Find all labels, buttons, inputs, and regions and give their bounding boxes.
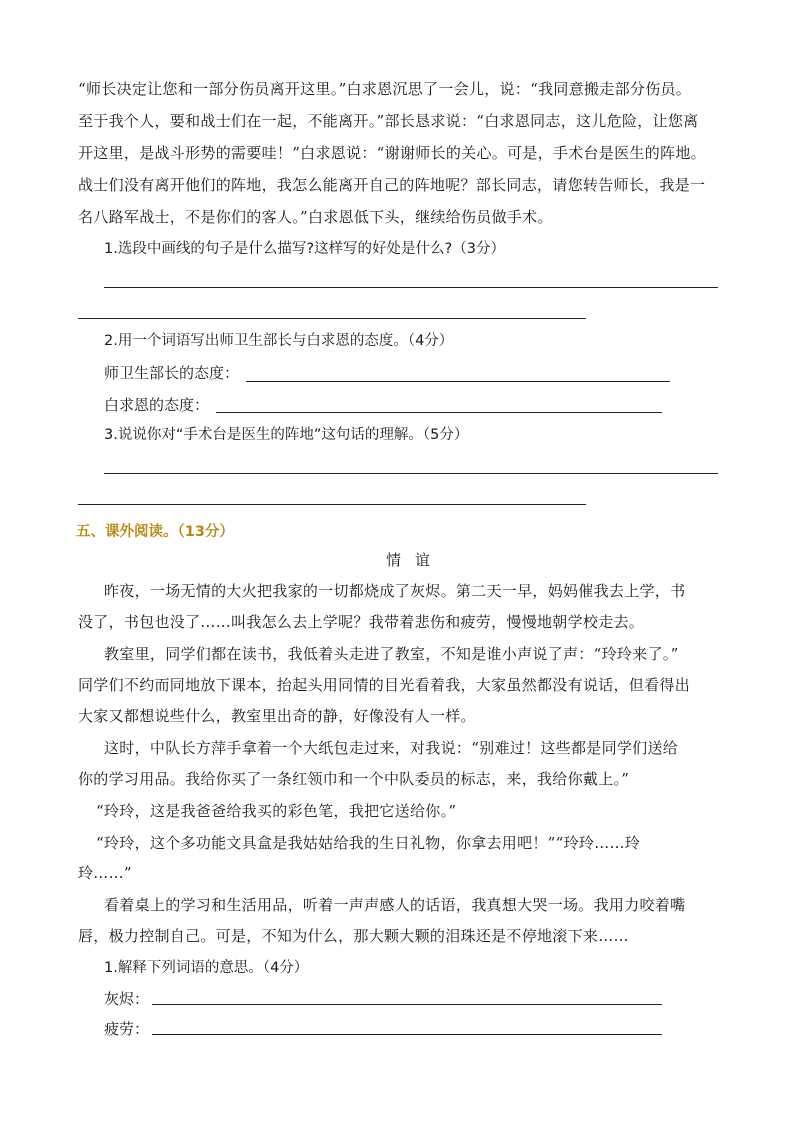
passage-line: “玲玲，这是我爸爸给我买的彩色笔，我把它送给你。” [96, 802, 457, 820]
passage-line: 看着桌上的学习和生活用品，听着一声声感人的话语，我真想大哭一场。我用力咬着嘴 [104, 896, 686, 914]
word-label: 灰烬： [104, 990, 150, 1008]
word-label: 疲劳： [104, 1020, 150, 1038]
answer-line[interactable] [152, 1034, 662, 1035]
answer-line[interactable] [104, 287, 718, 288]
passage-line: 玲……” [78, 864, 132, 882]
passage-line: 你的学习用品。我给你买了一条红领巾和一个中队委员的标志，来，我给你戴上。” [78, 770, 630, 788]
passage-line: 大家又都想说些什么，教室里出奇的静，好像没有人一样。 [78, 707, 476, 725]
answer-line[interactable] [104, 473, 718, 474]
passage-line: 同学们不约而同地放下课本，抬起头用同情的目光看着我，大家虽然都没有说话，但看得出 [78, 676, 691, 694]
question-2: 2.用一个词语写出师卫生部长与白求恩的态度。（4分） [104, 333, 454, 349]
answer-line[interactable] [78, 318, 586, 319]
answer-line[interactable] [216, 412, 662, 413]
passage-line: “师长决定让您和一部分伤员离开这里。”白求恩沉思了一会儿，说：“我同意搬走部分伤员。 [78, 80, 692, 98]
passage-line: 没了，书包也没了……叫我怎么去上学呢？我带着悲伤和疲劳，慢慢地朝学校走去。 [78, 613, 645, 631]
passage-line: 开这里，是战斗形势的需要哇！”白求恩说：“谢谢师长的关心。可是，手术台是医生的阵地。 [78, 144, 706, 162]
answer-line[interactable] [246, 381, 670, 382]
answer-label: 白求恩的态度： [104, 396, 210, 414]
passage-title: 情谊 [386, 551, 445, 569]
answer-line[interactable] [78, 504, 586, 505]
passage-line: 名八路军战士，不是你们的客人。”白求恩低下头，继续给伤员做手术。 [78, 208, 553, 226]
passage-line: 战士们没有离开他们的阵地，我怎么能离开自己的阵地呢？部长同志，请您转告师长，我是一 [78, 176, 706, 194]
passage-line: 唇，极力控制自己。可是，不知为什么，那大颗大颗的泪珠还是不停地滚下来…… [78, 927, 629, 945]
question-1: 1.选段中画线的句子是什么描写?这样写的好处是什么?（3分） [104, 241, 505, 257]
section-heading: 五、课外阅读。（13分） [76, 524, 234, 540]
question-1: 1.解释下列词语的意思。（4分） [104, 960, 309, 976]
answer-label: 师卫生部长的态度： [104, 364, 240, 382]
question-3: 3.说说你对“手术台是医生的阵地”这句话的理解。（5分） [104, 427, 469, 443]
passage-line: 教室里，同学们都在读书，我低着头走进了教室，不知是谁小声说了声：“玲玲来了。” [104, 645, 679, 663]
passage-line: 昨夜，一场无情的大火把我家的一切都烧成了灰烬。第二天一早，妈妈催我去上学，书 [104, 582, 686, 600]
passage-line: 至于我个人，要和战士们在一起，不能离开。”部长恳求说：“白求恩同志，这儿危险，让您离 [78, 112, 699, 130]
passage-line: “玲玲，这个多功能文具盒是我姑姑给我的生日礼物，你拿去用吧！”“玲玲……玲 [96, 834, 641, 852]
answer-line[interactable] [152, 1004, 662, 1005]
passage-line: 这时，中队长方萍手拿着一个大纸包走过来，对我说：“别难过！这些都是同学们送给 [104, 739, 679, 757]
